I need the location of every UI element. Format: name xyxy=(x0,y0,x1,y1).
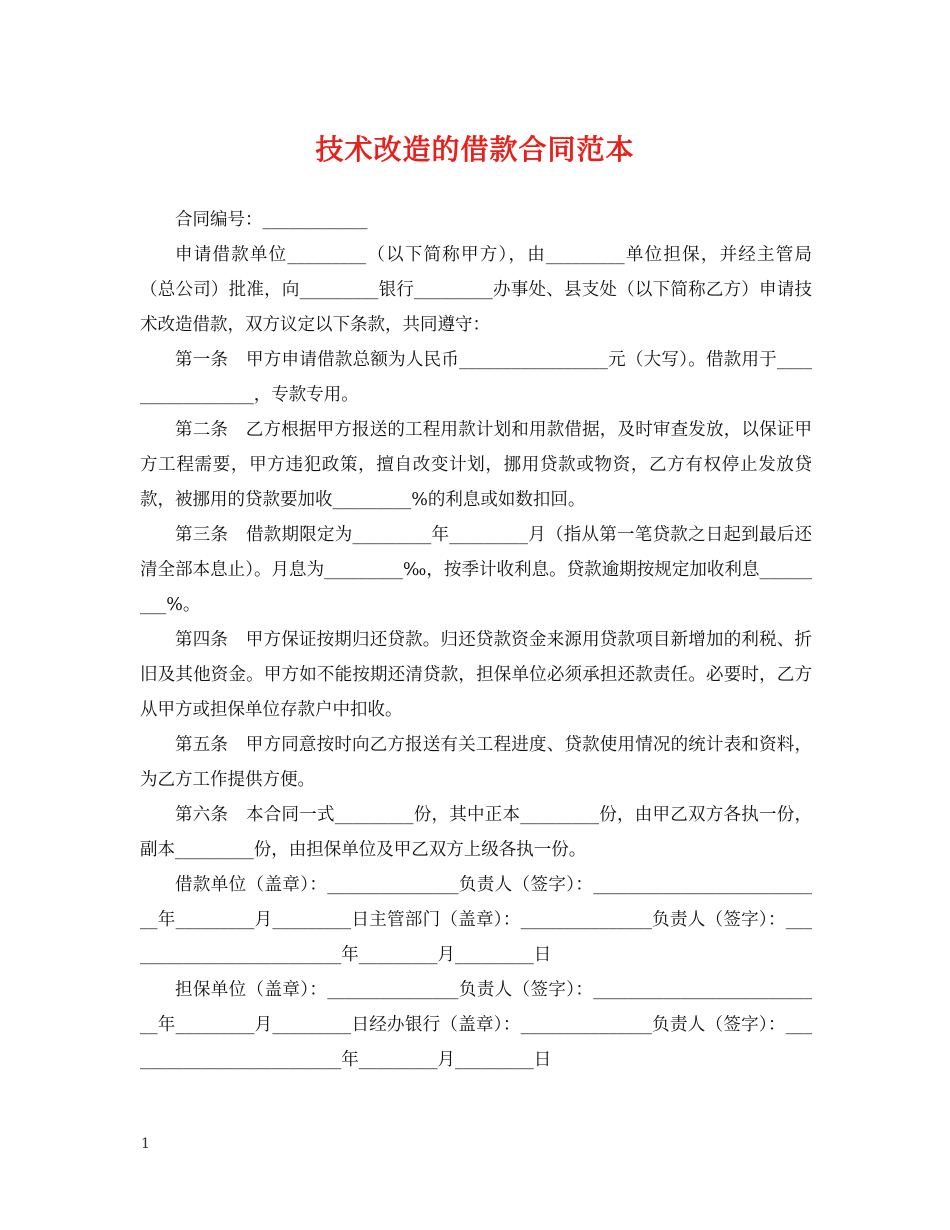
document-title: 技术改造的借款合同范本 xyxy=(315,133,635,166)
guarantor-signature-block: 担保单位（盖章）：_______________负责人（签字）：___________________________年_________月_________日经办银行（盖章）：_______________负责人（签字）：__________________________年_________月_________日 xyxy=(140,980,812,1070)
article-4: 第四条 甲方保证按期归还贷款。归还贷款资金来源用贷款项目新增加的利税、折旧及其他资金。甲方如不能按期还清贷款，担保单位必须承担还款责任。必要时，乙方从甲方或担保单位存款户中扣收。 xyxy=(140,630,812,720)
article-3: 第三条 借款期限定为_________年_________月（指从第一笔贷款之日起到最后还清全部本息止）。月息为_________‰，按季计收利息。贷款逾期按规定加收利息_________%。 xyxy=(140,525,812,615)
preamble-paragraph: 申请借款单位_________（以下简称甲方），由_________单位担保，并经主管局（总公司）批准，向_________银行_________办事处、县支处（以下简称乙方）申请技术改造借款，双方议定以下条款，共同遵守： xyxy=(140,245,812,335)
contract-number-line: 合同编号：____________ xyxy=(175,210,368,230)
article-5: 第五条 甲方同意按时向乙方报送有关工程进度、贷款使用情况的统计表和资料，为乙方工作提供方便。 xyxy=(140,735,812,790)
page-number: 1 xyxy=(141,1136,150,1152)
borrower-signature-block: 借款单位（盖章）：_______________负责人（签字）：___________________________年_________月_________日主管部门（盖章）：_______________负责人（签字）：__________________________年_________月_________日 xyxy=(140,875,812,965)
article-2: 第二条 乙方根据甲方报送的工程用款计划和用款借据，及时审查发放，以保证甲方工程需要，甲方违犯政策，擅自改变计划，挪用贷款或物资，乙方有权停止发放贷款，被挪用的贷款要加收_________%的利息或如数扣回。 xyxy=(140,420,812,510)
article-1: 第一条 甲方申请借款总额为人民币_________________元（大写）。借款用于_________________，专款专用。 xyxy=(140,350,812,405)
article-6: 第六条 本合同一式_________份，其中正本_________份，由甲乙双方各执一份，副本_________份，由担保单位及甲乙双方上级各执一份。 xyxy=(140,805,812,860)
document-body xyxy=(140,203,812,1078)
